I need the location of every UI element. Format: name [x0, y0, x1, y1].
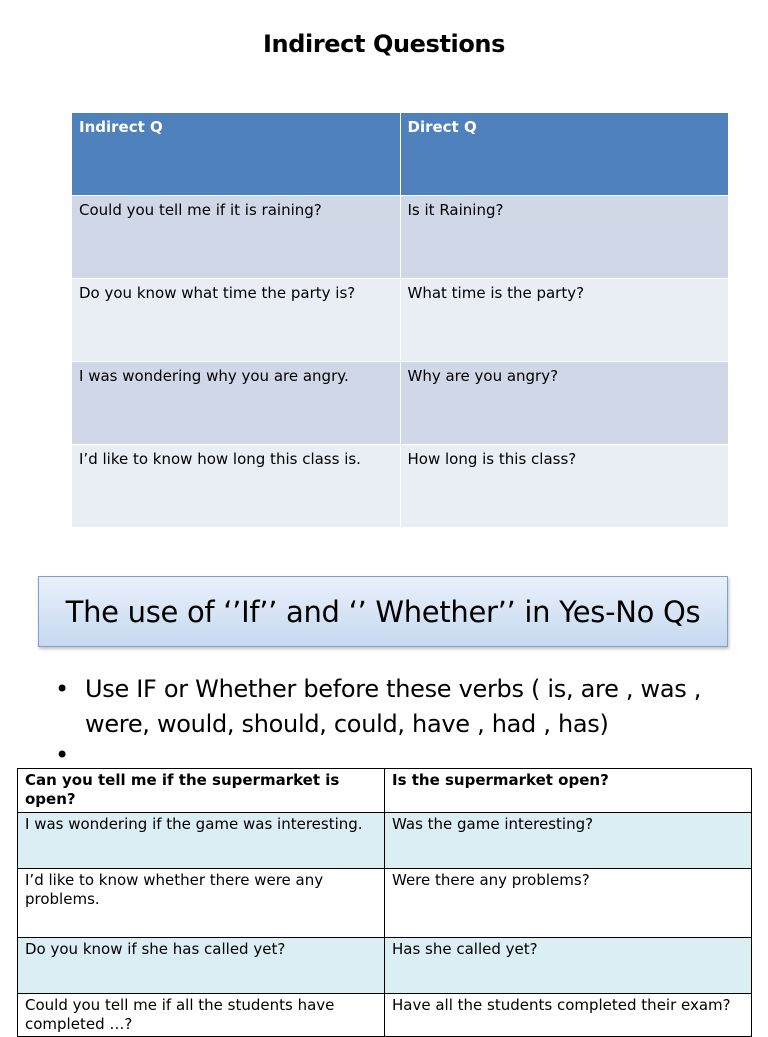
direct-cell: Is it Raining? — [400, 196, 728, 279]
direct-cell: Is the supermarket open? — [385, 769, 752, 813]
bullet-icon: • — [55, 675, 70, 703]
bullet-list — [55, 672, 745, 773]
indirect-cell: I’d like to know how long this class is. — [72, 445, 400, 528]
table-row — [72, 196, 728, 279]
table-row — [18, 813, 752, 869]
direct-cell: Has she called yet? — [385, 938, 752, 994]
indirect-cell: I was wondering if the game was interesting. — [18, 813, 385, 869]
bullet-icon: • — [55, 741, 70, 769]
table-row — [72, 445, 728, 528]
indirect-cell: I was wondering why you are angry. — [72, 362, 400, 445]
table-row — [18, 938, 752, 994]
indirect-cell: I’d like to know whether there were any problems. — [18, 869, 385, 938]
list-item — [55, 672, 745, 742]
direct-cell: What time is the party? — [400, 279, 728, 362]
table-row — [72, 279, 728, 362]
indirect-cell: Do you know if she has called yet? — [18, 938, 385, 994]
header-indirect-q: Indirect Q — [72, 113, 400, 196]
direct-cell: Were there any problems? — [385, 869, 752, 938]
indirect-direct-table — [72, 113, 729, 528]
indirect-cell: Could you tell me if it is raining? — [72, 196, 400, 279]
indirect-cell: Do you know what time the party is? — [72, 279, 400, 362]
table-header-row — [72, 113, 728, 196]
bullet-text: Use IF or Whether before these verbs ( is, are , was , were, would, should, could, have , had , has) — [85, 675, 702, 738]
header-direct-q: Direct Q — [400, 113, 728, 196]
direct-cell: Have all the students completed their exam? — [385, 994, 752, 1037]
table-row — [18, 869, 752, 938]
table-row — [18, 769, 752, 813]
if-whether-banner — [38, 576, 728, 647]
indirect-cell: Can you tell me if the supermarket is open? — [18, 769, 385, 813]
indirect-cell: Could you tell me if all the students have completed …? — [18, 994, 385, 1037]
if-whether-examples-table — [17, 768, 752, 1037]
banner-text: The use of ‘’If’’ and ‘’ Whether’’ in Yes-No Qs — [65, 594, 701, 629]
page-title: Indirect Questions — [263, 30, 505, 58]
direct-cell: How long is this class? — [400, 445, 728, 528]
direct-cell: Why are you angry? — [400, 362, 728, 445]
table-row — [72, 362, 728, 445]
direct-cell: Was the game interesting? — [385, 813, 752, 869]
table-row — [18, 994, 752, 1037]
